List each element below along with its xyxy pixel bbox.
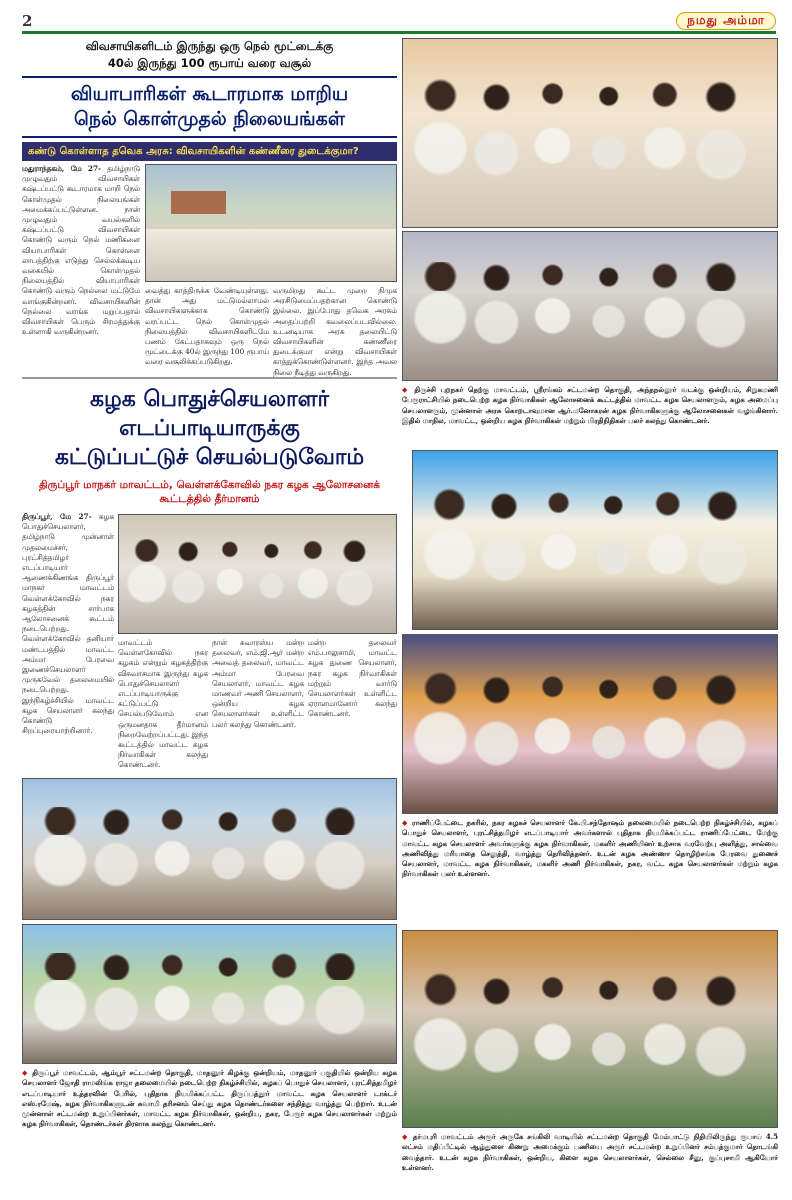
crowd-figures-icon (403, 706, 777, 813)
crowd-heads-icon (23, 953, 396, 981)
story1-col-2: வைத்து காத்திருக்க வேண்டியுள்ளது. தான் அது மட்டுமல்லாமல் விவசாயிகளுக்காக கொண்டு வரப்பட்ட நெல் கொள்முதல் நிலையத்தில் விவசாயிகளிடமே பணம் கேட்பதாகவும் ஒரு நெல் மூட்டைக்கு 40ல் இருந்து 100 ரூபாய் வரை வசூலிக்கப்படுகிறது. (145, 286, 269, 367)
crowd-heads-icon (119, 539, 396, 563)
story1-col-1-text: தமிழ்நாடு முழுவதும் விவசாயிகள் கஷ்டப்பட்டு கூடாரமாக மாறி நெல் கொள்முதல் நிலையங்கள் அமைக்கப்பட்டுள்ளன. நான் முழுவதும் வயல்களில் கஷ்டப்பட்டு விவசாயிகள் கொண்டு வரும் நெல் மணிகளை வியாபாரிகள் கொள்ளை லாபத்திற்கு எடுத்து செல்லக்கூடிய வகையில் கொள்முதல் நிலையத்தில் வியாபாரிகள் கொண்டு வரும் நெல்லை மட்டுமே வாங்குகின்றனர். விவசாயிகளின் நெல்லை வாங்க மறுப்பதால் விவசாயிகள் பெரும் சிரமத்துக்கு உள்ளாகி வருகின்றனர். (22, 164, 140, 337)
paddy-bags-photo (145, 164, 397, 282)
headline-line-1: வியாபாரிகள் கூடாரமாக மாறிய (70, 83, 349, 105)
temple-visit-photo (22, 778, 397, 920)
women-wing-photo (402, 634, 778, 814)
crowd-heads-icon (403, 970, 777, 1009)
right-column (402, 38, 778, 1188)
masthead-logo: நமது அம்மா (676, 12, 776, 30)
right-top-caption-text: திருச்சி புறநகர் தெற்கு மாவட்டம், ஸ்ரீரங்கம் சட்டமன்ற தொகுதி, அந்தநல்லூர் வடக்கு ஒன்றியம், சிறுகமணி பேரூராட்சியில் நடைபெற்ற கழக நிர்வாகிகள் ஆலோசனைக் கூட்டத்தில் மாவட்ட கழக செயலாளரும், கழக அமைப்பு செயலாளரும், முன்னாள் அரசு கொறடாவுமான ஆர்.மனோகரன் கழக நிர்வாகிகளுக்கு ஆலோசனைகள் வழங்கினார். இதில் மாநில, மாவட்ட, ஒன்றிய கழக நிர்வாகிகள் மற்றும் பிரதிநிதிகள் பலர் கலந்து கொண்டனர். (402, 385, 778, 425)
right-middle-caption (402, 818, 778, 926)
crowd-figures-icon (23, 980, 396, 1063)
story1-strap: கண்டு கொள்ளாத தவெக அரசு: விவசாயிகளின் கண்ணீரை துடைக்குமா? (22, 142, 397, 161)
sacks-icon (146, 229, 396, 281)
felicitation-banner-photo (412, 450, 778, 630)
story2-subhead: திருப்பூர் மாநகர் மாவட்டம், வெள்ளக்கோவில் நகர கழக ஆலோசனைக் கூட்டத்தில் தீர்மானம் (38, 479, 380, 505)
story1-kicker (22, 38, 397, 72)
crowd-heads-icon (403, 77, 777, 115)
caption-bullet-icon: ◆ (402, 385, 415, 394)
story2-headline (22, 377, 397, 472)
right-top-caption (402, 385, 778, 447)
crowd-heads-icon (23, 807, 396, 835)
left-column (22, 38, 397, 1188)
crowd-figures-icon (403, 1009, 777, 1127)
story2-col-4: மன்ற தலைவர் எம்.பாலுசாமி, மாவட்ட கழக துணை செயலாளர், நகர கழக நிர்வாகிகள் மற்றும் வார்டு செயலாளர்கள் உள்ளிட்ட ஏராளமானோர் கலந்து கொண்டனர். (308, 638, 397, 719)
crowd-figures-icon (403, 291, 777, 380)
audience-photo (402, 231, 778, 381)
borewell-inauguration-photo (402, 930, 778, 1128)
left-bottom-caption-text: திருப்பூர் மாவட்டம், ஆம்பூர் சட்டமன்ற தொகுதி, மாதனூர் கிழக்கு ஒன்றியம், மாதனூர் பகுதியில் ஒன்றிய கழக செயலாளர் ஜோதி ராமலிங்க ராஜா தலைமையில் நடைபெற்ற நிகழ்ச்சியில், கழகப் பொதுச் செயலாளர், புரட்சித்தமிழர் எடப்பாடியார் உத்தரவின் பேரில், புதிதாக நியமிக்கப்பட்ட திருப்பத்தூர் மாவட்ட கழக செயலாளர் டாக்டர் எஸ்.ரமேஷ், கழக நிர்வாகிகளுடன் சுவாமி தரிசனம் செய்து கழக தொண்டர்களை சந்தித்து வாழ்த்து பெற்றார். உடன் முன்னாள் சட்டமன்ற உறுப்பினர்கள், மாவட்ட கழக நிர்வாகிகள், ஒன்றிய, நகர, பேரூர் கழக செயலாளர்கள் மற்றும் கழக நிர்வாகிகள், தொண்டர்கள் திரளாக கலந்து கொண்டனர். (22, 1068, 398, 1129)
right-bottom-caption-text: தர்மபுரி மாவட்டம் அரூர் அருகே சங்கிலி வாடியில் சட்டமன்ற தொகுதி மேம்பாட்டு நிதியிலிருந்து ரூபாய் 4.5 லட்சம் மதிப்பீட்டில் ஆழ்துளை கிணறு அமைக்கும் பணியை அரூர் சட்டமன்ற உறுப்பினர் சம்பத்குமார் தொடங்கி வைத்தார். உடன் கழக நிர்வாகிகள், ஒன்றிய, கிளை கழக செயலாளர்கள், செல்லை சீனு, குப்புசாமி ஆகியோர் உள்ளனர். (402, 1132, 778, 1172)
story1-col-3: வருமிறது கூட்ட முறை நிமுக அரசிடுமைப்பதற்கான கொண்டு இல்லை. இப்போது தவெக அரசும் அதைப்பற்றி கவலைப்படவில்லை. உடனடியாக அரசு தலையிட்டு விவசாயிகளின் கண்ணீரை துடைக்குமா என்று விவசாயிகள் காத்துக்கொண்டுள்ளனர். இந்த அவல நிலை நீடித்து வருகிறது. (273, 286, 397, 377)
leader-speech-photo (402, 38, 778, 228)
story2-body (22, 512, 397, 770)
crowd-figures-icon (23, 835, 396, 919)
story1-body (22, 164, 397, 377)
headline-line-2: நெல் கொள்முதல் நிலையங்கள் (74, 108, 345, 130)
crowd-figures-icon (403, 114, 777, 227)
caption-bullet-icon: ◆ (22, 1068, 33, 1077)
kicker-line-2: 40ல் இருந்து 100 ரூபாய் வரை வசூல் (107, 56, 312, 70)
story2-col-1-text: கழக பொதுச்செயலாளர், தமிழ்நாடு முன்னாள் முதலமைச்சர், புரட்சித்தமிழர் எடப்பாடியார் ஆணைக்கிணங்க திருப்பூர் மாநகர் மாவட்டம் வெள்ளக்கோவில் நகர கழகத்தின் சார்பாக ஆலோசனைக் கூட்டம் நடைபெற்றது. வெள்ளக்கோவில் தனியார் மண்டபத்தில் மாவட்ட அம்மா பேரவை இணைச்செயலாளர் முருகவேல் தலைமையில் நடைபெற்றது. இந்நிகழ்ச்சியில் மாவட்ட கழக செயலாளர் கலந்து கொண்டு சிறப்புரையாற்றினார். (22, 512, 114, 736)
story2-dateline: திருப்பூர், மே 27- (22, 512, 92, 521)
story1-headline (22, 76, 397, 138)
crowd-heads-icon (403, 671, 777, 707)
left-bottom-caption (22, 1068, 397, 1188)
crowd-figures-icon (413, 522, 777, 629)
story1-dateline: மதுராந்தகம், மே 27- (22, 164, 102, 173)
page-header (22, 10, 776, 34)
crowd-figures-icon (119, 562, 396, 633)
kicker-line-1: விவசாயிகளிடம் இருந்து ஒரு நெல் மூட்டைக்கு (85, 39, 334, 53)
story1-col-1 (22, 164, 140, 369)
page-number: 2 (22, 11, 33, 30)
shed-icon (171, 191, 226, 214)
story2-col-3: நாள் சுவாரஸ்ய மன்ற தலைவர், எம்.ஜி.ஆர் மன்ற அவைத் தலைவர், மாவட்ட அம்மா பேரவை செயலாளர், மாவட்ட கழக மாணவர் அணி செயலாளர், ஒன்றிய கழக செயலாளர்கள் உள்ளிட்ட பலர் கலந்து கொண்டனர். (212, 638, 304, 729)
caption-bullet-icon: ◆ (402, 818, 412, 827)
right-middle-caption-text: ராணிப்பேட்டை நகரில், நகர கழகச் செயலாளர் கே.பி.சந்தோஷம் தலைமையில் நடைபெற்ற நிகழ்ச்சியில், கழகப் பொதுச் செயலாளர், புரட்சித்தமிழர் எடப்பாடியார் அவர்களால் புதிதாக நியமிக்கப்பட்ட ராணிப்பேட்டை மேற்கு மாவட்ட கழக செயலாளர் அவர்களுக்கு கழக நிர்வாகிகள், மகளிர் அணியினர் உற்சாக வரவேற்பு அளித்து, சால்வை அணிவித்து மரியாதை செலுத்தி, வாழ்த்து தெரிவித்தனர். உடன் கழக அண்ணா தொழிற்சங்க பேரவை துணைச் செயலாளர், மாவட்ட கழக நிர்வாகிகள், மகளிர் அணி நிர்வாகிகள், நகர, வட்ட கழக செயலாளர்கள் மற்றும் கழக நிர்வாகிகள் பலர் உள்ளனர். (402, 818, 778, 879)
caption-bullet-icon: ◆ (402, 1132, 413, 1141)
street-procession-photo (22, 924, 397, 1064)
crowd-heads-icon (413, 487, 777, 523)
story2-col-2: மாவட்டம் வெள்ளகோவில் நகர கழகம் என்றும் கழகத்திற்கு விசுவாசமாக இருந்து கழக பொதுச்செயலாளர் எடப்பாடியாருக்கு கட்டுப்பட்டு செயல்படுவோம் என ஒருமனதாக தீர்மானம் நிறைவேற்றப்பட்டது. இந்த கூட்டத்தில் மாவட்ட கழக நிர்வாகிகள் கலந்து கொண்டனர். (118, 638, 208, 770)
meeting-photo (118, 514, 397, 634)
story2-col-1 (22, 512, 114, 752)
right-bottom-caption (402, 1132, 778, 1188)
headline2-line-1: கழக பொதுச்செயலாளர் எடப்பாடியாருக்கு (89, 387, 330, 441)
crowd-heads-icon (403, 262, 777, 292)
headline2-line-2: கட்டுப்பட்டுச் செயல்படுவோம் (54, 445, 365, 470)
